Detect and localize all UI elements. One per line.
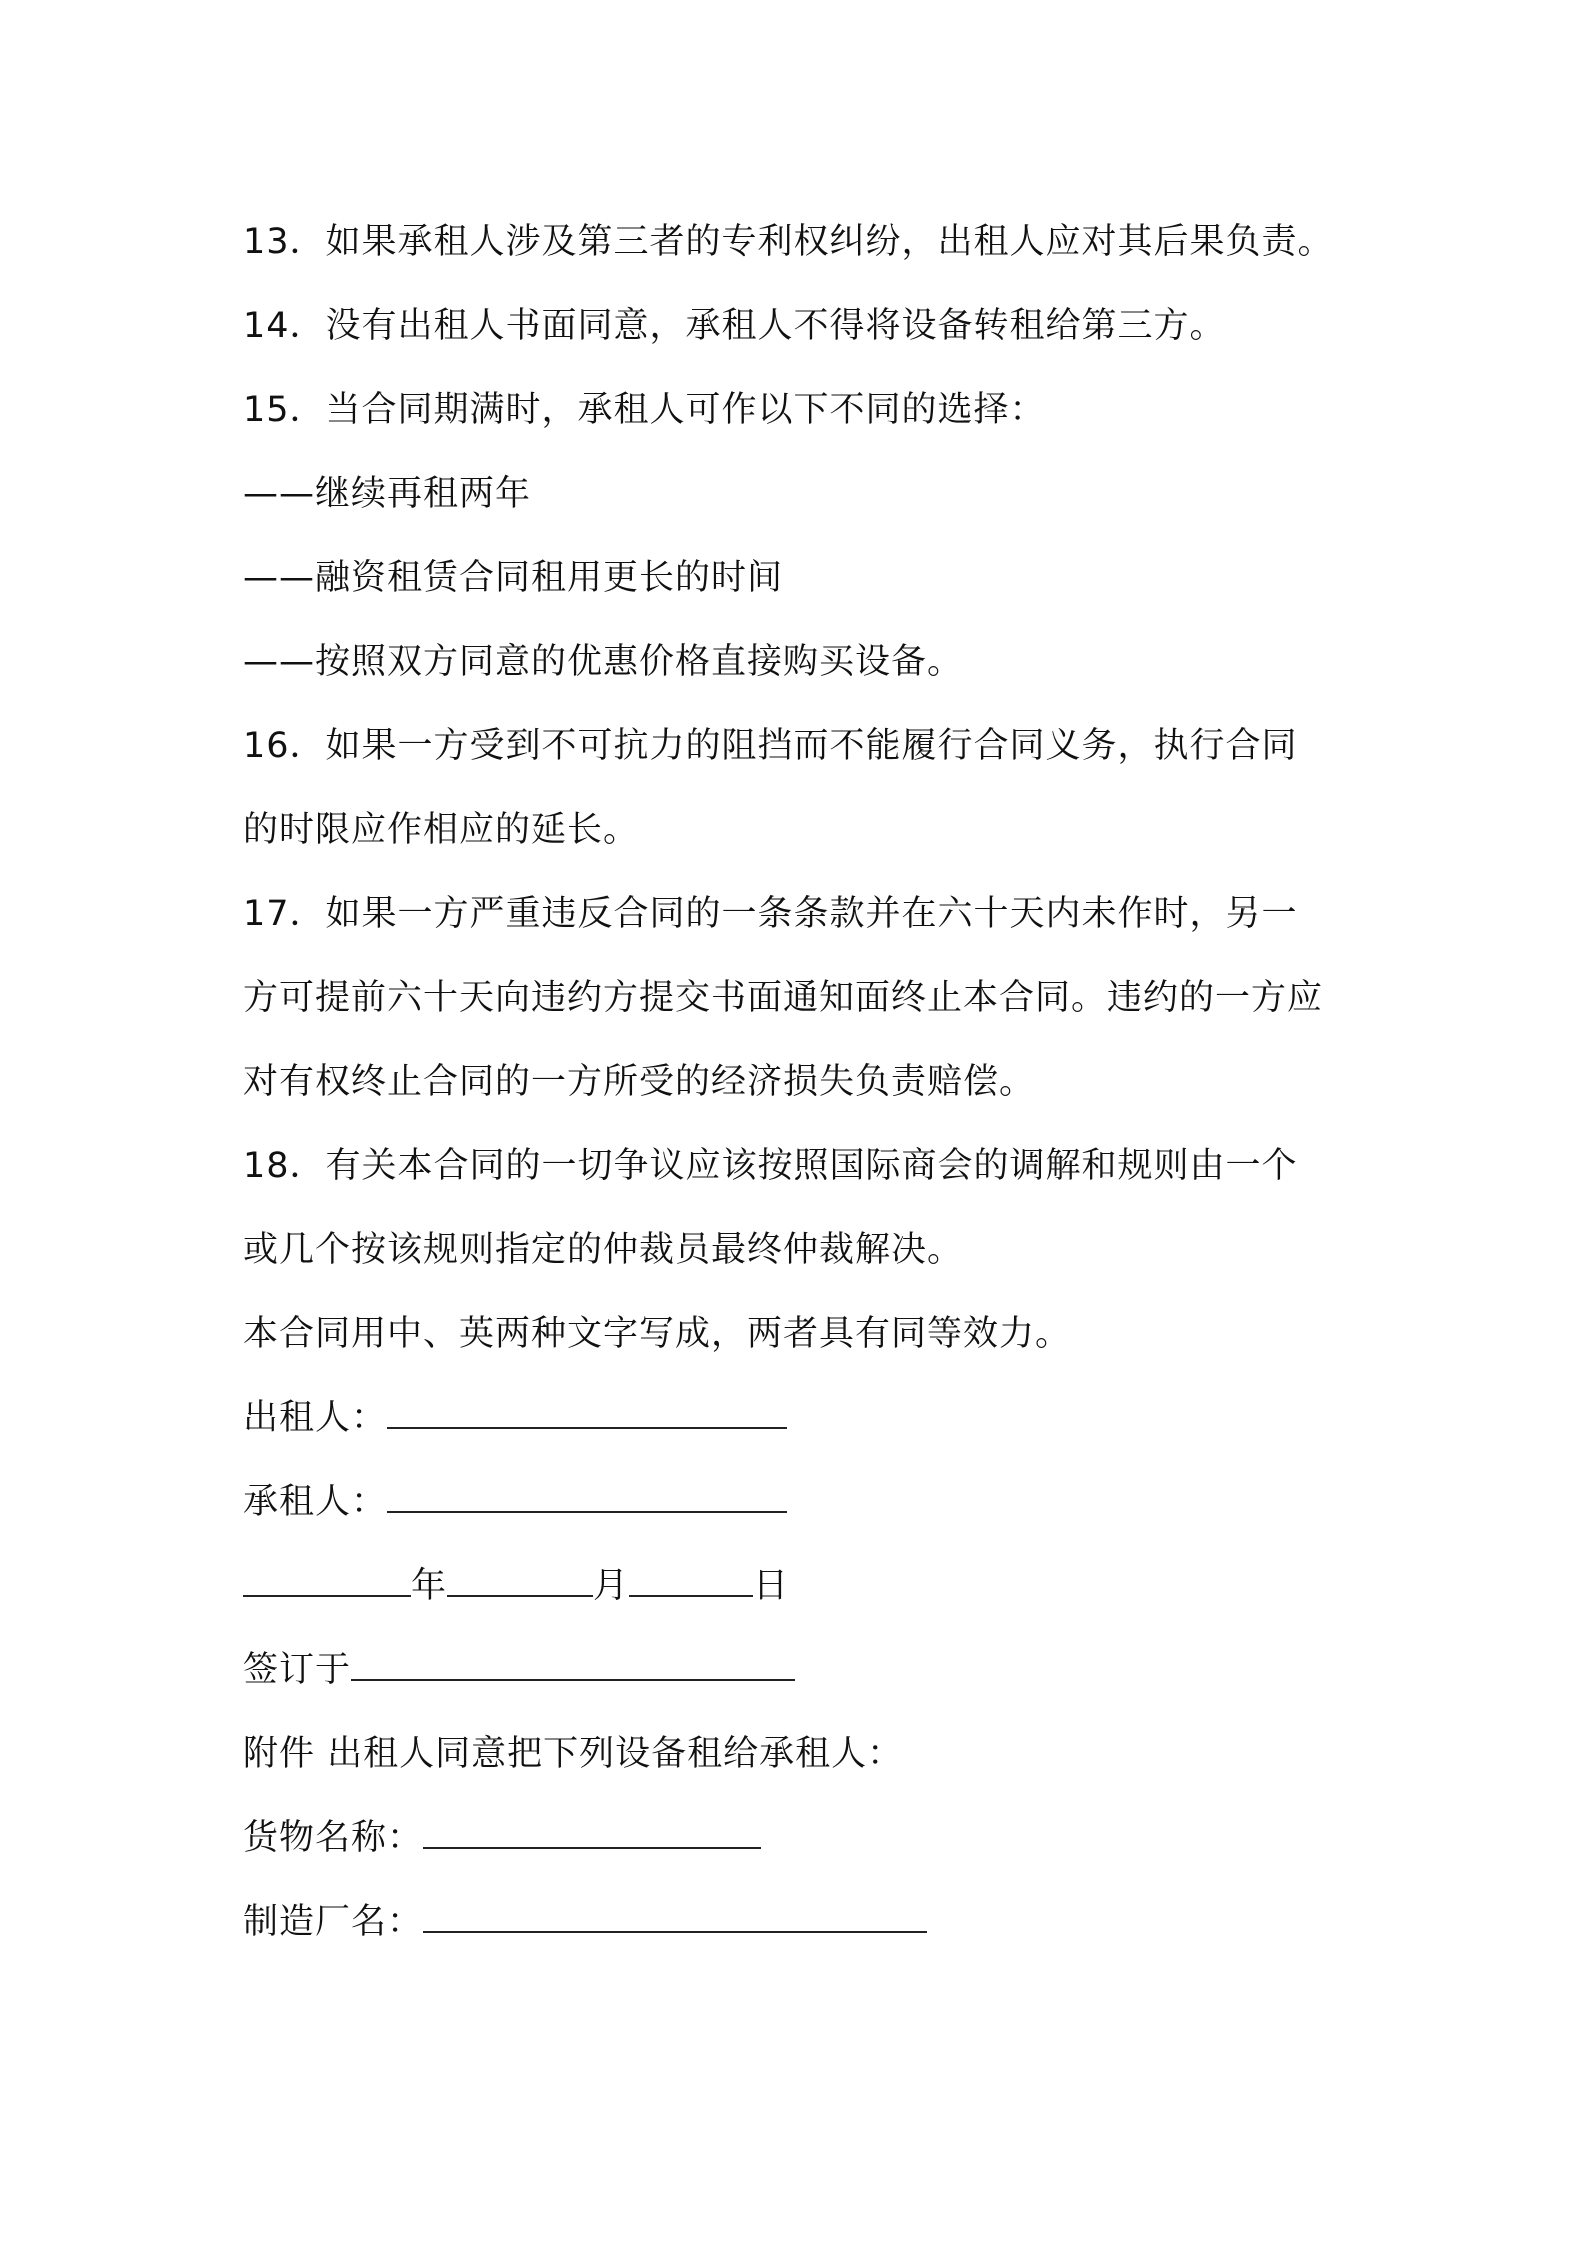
clause-17-line-3: 对有权终止合同的一方所受的经济损失负责赔偿。	[243, 1062, 1036, 1102]
manufacturer-blank	[423, 1901, 927, 1933]
clause-17-line-1: 17．如果一方严重违反合同的一条条款并在六十天内未作时，另一	[243, 894, 1298, 934]
date-row	[243, 1544, 1363, 1628]
clause-18-line-1: 18．有关本合同的一切争议应该按照国际商会的调解和规则由一个	[243, 1146, 1298, 1186]
clause-16-line-1: 16．如果一方受到不可抗力的阻挡而不能履行合同义务，执行合同	[243, 726, 1298, 766]
signed-at-label: 签订于	[243, 1650, 352, 1690]
manufacturer-row	[243, 1880, 1363, 1964]
attachment-heading: 附件 出租人同意把下列设备租给承租人：	[243, 1734, 904, 1774]
signed-at-row	[243, 1628, 1363, 1712]
lessor-label: 出租人：	[243, 1398, 388, 1438]
lessor-blank	[387, 1397, 787, 1429]
lessee-signature-row	[243, 1460, 1363, 1544]
clause-15: 15．当合同期满时，承租人可作以下不同的选择：	[243, 390, 1046, 430]
clause-18-line-2: 或几个按该规则指定的仲裁员最终仲裁解决。	[243, 1230, 964, 1270]
day-blank	[629, 1565, 753, 1597]
signed-at-blank	[351, 1649, 795, 1681]
clause-16-line-2: 的时限应作相应的延长。	[243, 810, 640, 850]
month-label: 月	[593, 1566, 630, 1606]
language-clause: 本合同用中、英两种文字写成，两者具有同等效力。	[243, 1314, 1072, 1354]
clause-15-option-2: ——融资租赁合同租用更长的时间	[243, 558, 784, 598]
clause-15-option-3: ——按照双方同意的优惠价格直接购买设备。	[243, 642, 964, 682]
goods-name-row	[243, 1796, 1363, 1880]
lessee-blank	[387, 1481, 787, 1513]
clause-15-option-1: ——继续再租两年	[243, 474, 532, 514]
clause-14: 14．没有出租人书面同意，承租人不得将设备转租给第三方。	[243, 306, 1226, 346]
contract-page	[243, 200, 1363, 1964]
manufacturer-label: 制造厂名：	[243, 1902, 424, 1942]
goods-name-blank	[423, 1817, 761, 1849]
day-label: 日	[753, 1566, 790, 1606]
clause-13: 13．如果承租人涉及第三者的专利权纠纷，出租人应对其后果负责。	[243, 222, 1334, 262]
year-label: 年	[411, 1566, 448, 1606]
year-blank	[243, 1565, 411, 1597]
lessee-label: 承租人：	[243, 1482, 388, 1522]
goods-name-label: 货物名称：	[243, 1818, 424, 1858]
clause-17-line-2: 方可提前六十天向违约方提交书面通知面终止本合同。违约的一方应	[243, 978, 1324, 1018]
month-blank	[447, 1565, 593, 1597]
lessor-signature-row	[243, 1376, 1363, 1460]
